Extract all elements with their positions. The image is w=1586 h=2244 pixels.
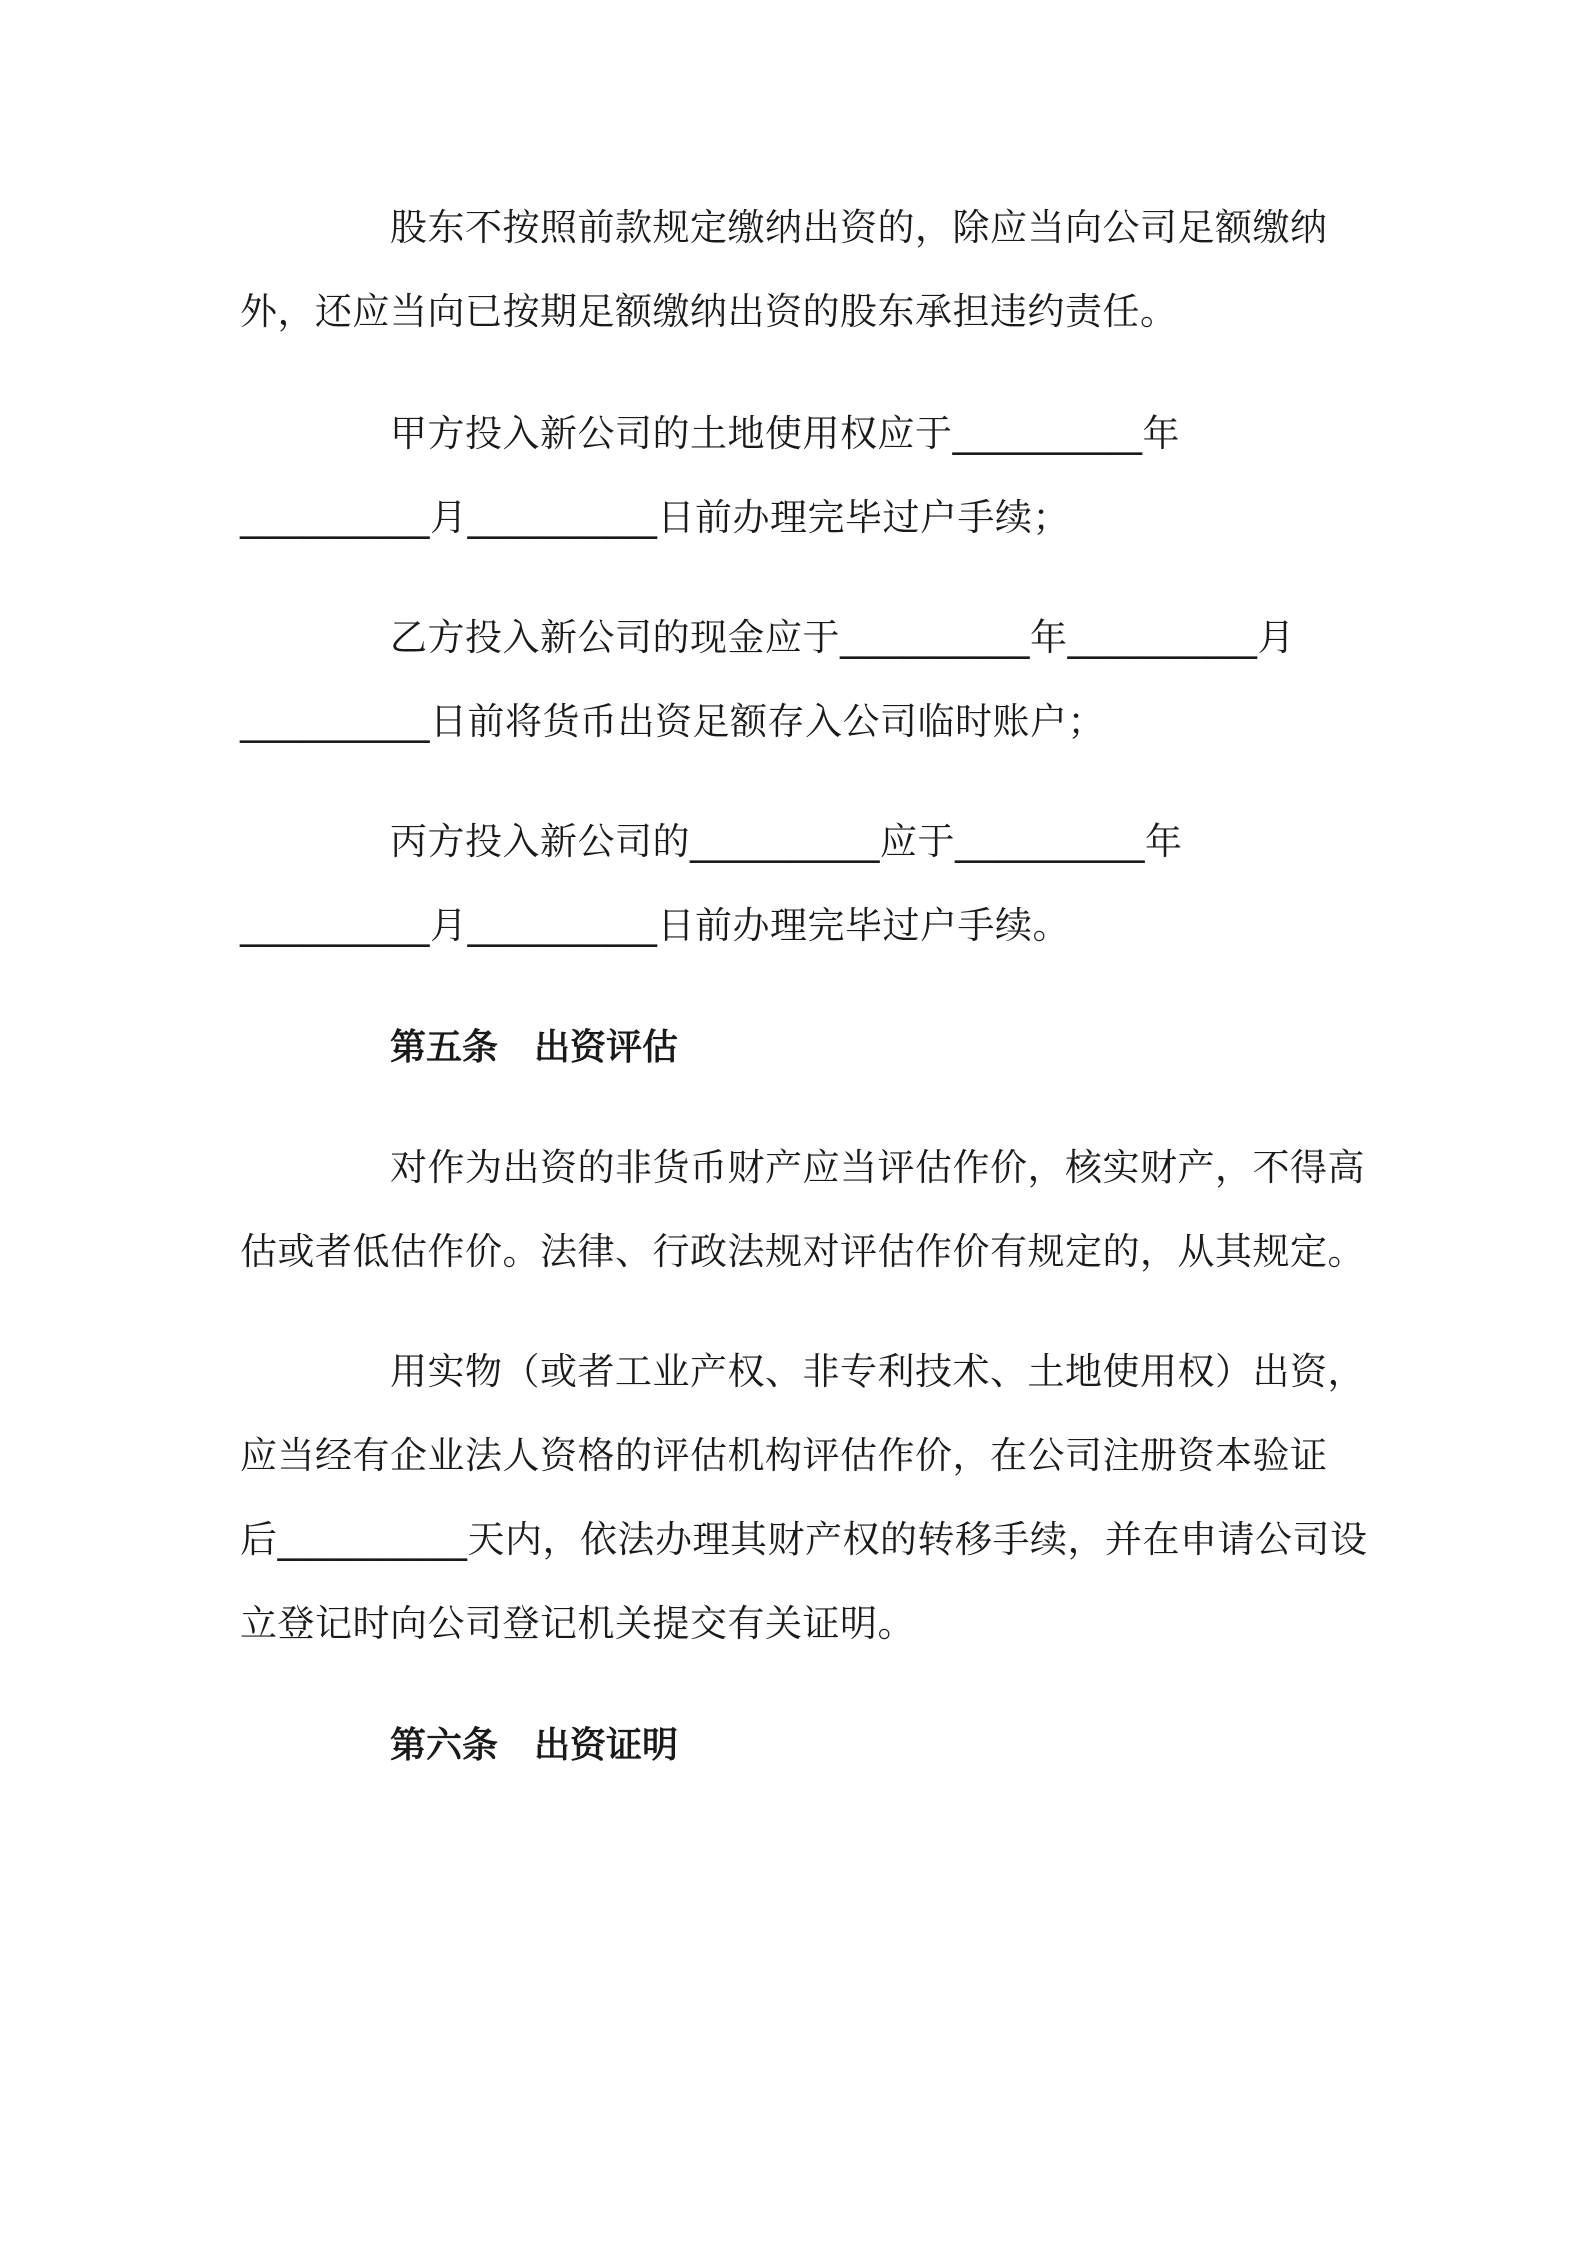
- paragraph-line: 应当经有企业法人资格的评估机构评估作价，在公司注册资本验证: [240, 1434, 1328, 1477]
- paragraph-line: 丙方投入新公司的__________应于__________年: [390, 820, 1183, 863]
- paragraph-line: 立登记时向公司登记机关提交有关证明。: [240, 1602, 915, 1645]
- paragraph-line: 对作为出资的非货币财产应当评估作价，核实财产，不得高: [390, 1146, 1365, 1189]
- paragraph-line: 甲方投入新公司的土地使用权应于__________年: [390, 412, 1180, 455]
- paragraph-line: __________月__________日前办理完毕过户手续；: [240, 496, 1070, 539]
- paragraph-line: 乙方投入新公司的现金应于__________年__________月: [390, 616, 1295, 659]
- paragraph-party-a: [240, 392, 1350, 560]
- article-5-heading: 第五条 出资评估: [390, 1027, 679, 1068]
- paragraph-line: 估或者低估作价。法律、行政法规对评估作价有规定的，从其规定。: [240, 1230, 1365, 1273]
- paragraph-line: 后__________天内，依法办理其财产权的转移手续，并在申请公司设: [240, 1518, 1368, 1561]
- paragraph-line: 股东不按照前款规定缴纳出资的，除应当向公司足额缴纳: [390, 206, 1328, 249]
- paragraph-valuation: [240, 1126, 1365, 1294]
- paragraph-line: __________月__________日前办理完毕过户手续。: [240, 904, 1070, 947]
- paragraph-line: 用实物（或者工业产权、非专利技术、土地使用权）出资，: [390, 1350, 1365, 1393]
- paragraph-in-kind-contribution: [240, 1330, 1368, 1666]
- paragraph-shareholder-liability: [240, 186, 1350, 354]
- article-6-heading: 第六条 出资证明: [390, 1725, 679, 1766]
- paragraph-line: __________日前将货币出资足额存入公司临时账户；: [240, 700, 1105, 743]
- paragraph-party-b: [240, 596, 1350, 764]
- paragraph-party-c: [240, 800, 1350, 968]
- paragraph-line: 外，还应当向已按期足额缴纳出资的股东承担违约责任。: [240, 290, 1178, 333]
